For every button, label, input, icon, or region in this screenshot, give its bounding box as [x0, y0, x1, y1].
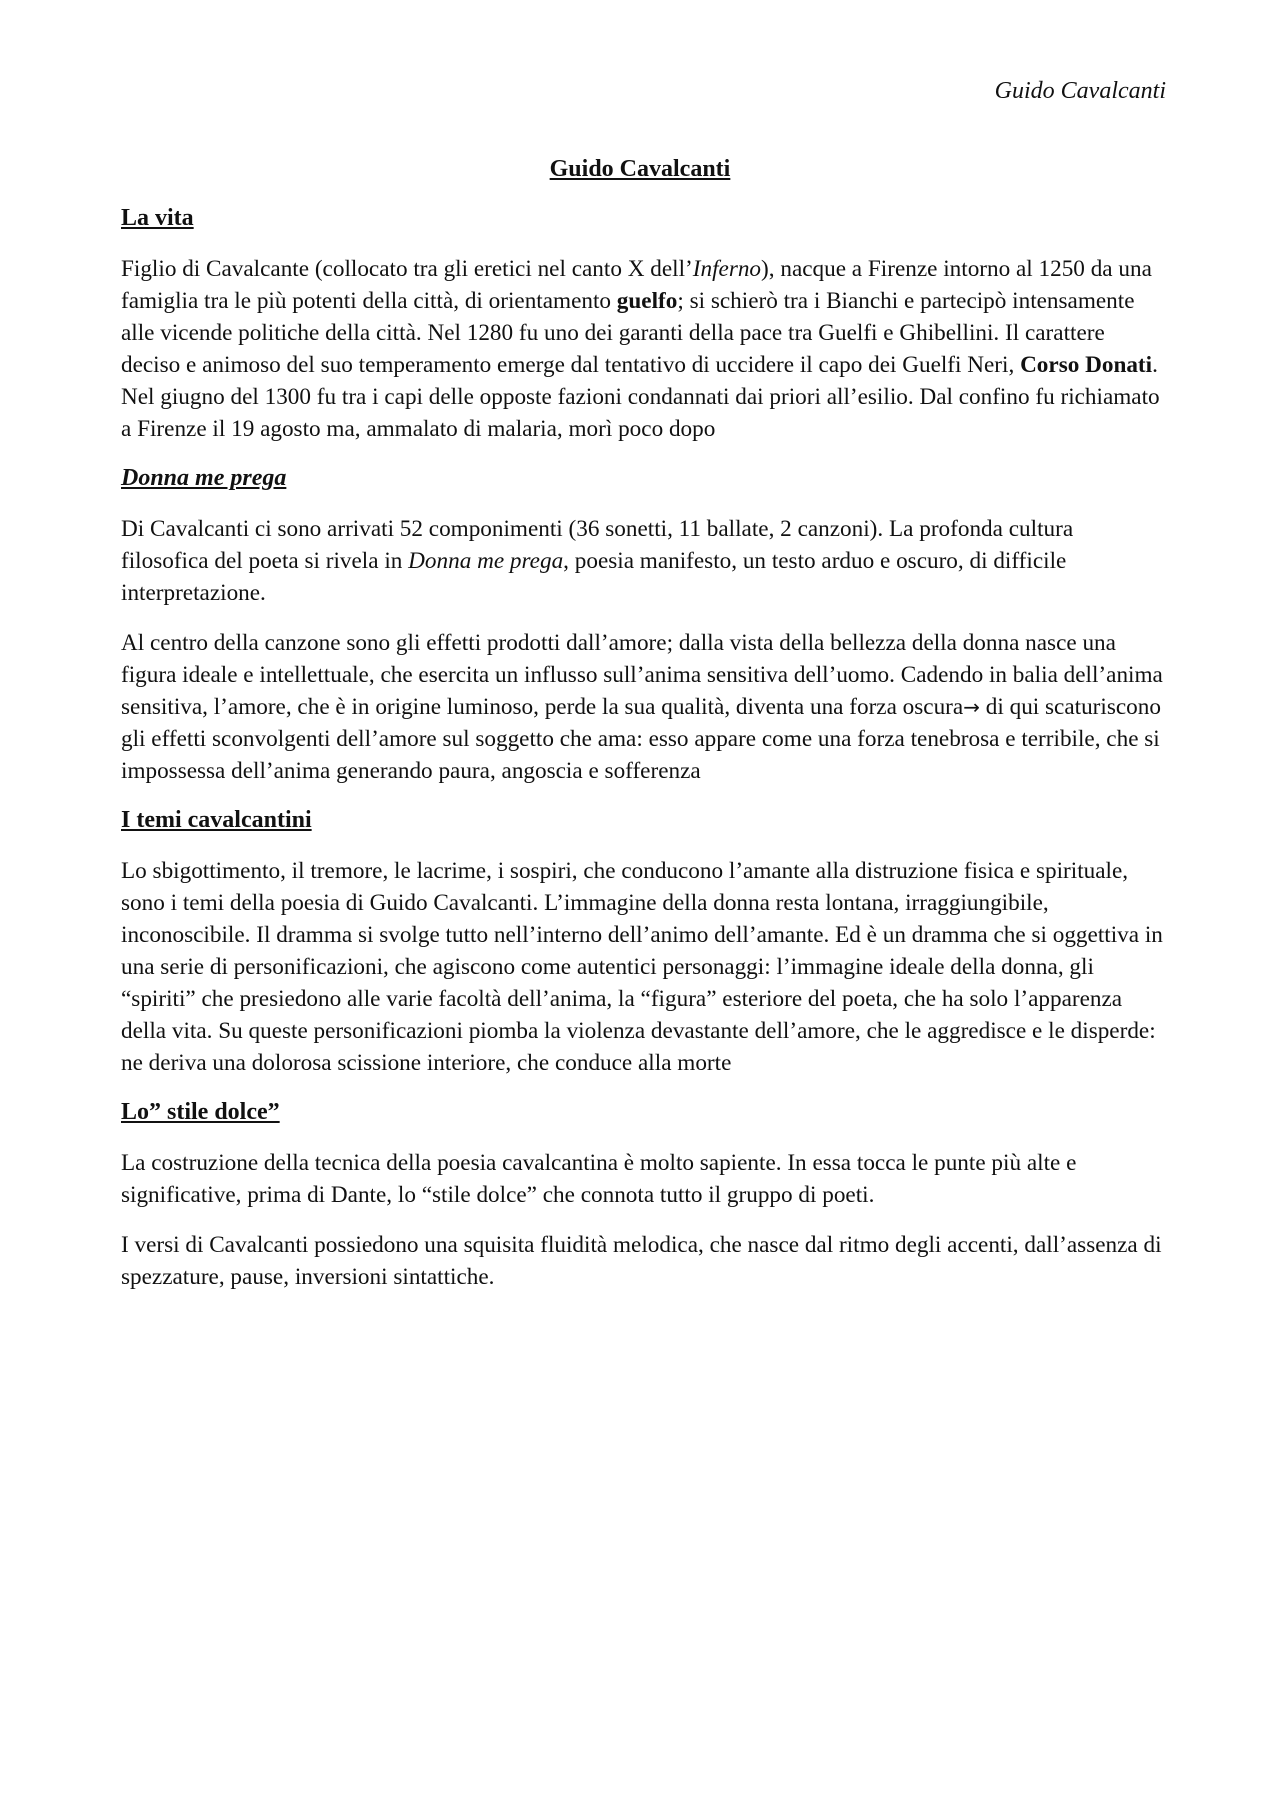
paragraph-vita [121, 253, 1166, 445]
document-body [121, 203, 1166, 1313]
italic-text-inferno: Inferno [692, 256, 762, 282]
paragraph-stile-2: I versi di Cavalcanti possiedono una squisita fluidità melodica, che nasce dal ritmo degli accenti, dall’assenza di spezzature, pause, inversioni sintattiche. [121, 1232, 1162, 1290]
bold-text-corso-donati: Corso Donati [1020, 352, 1153, 378]
paragraph-donna-1 [121, 513, 1166, 609]
arrow-right-icon: → [963, 695, 980, 719]
running-header: Guido Cavalcanti [994, 78, 1166, 104]
text-run: Di Cavalcanti ci sono arrivati 52 componimenti (36 sonetti, 11 ballate, 2 canzoni). La profonda cultura filosofica del poeta si rivela in [121, 516, 1074, 574]
text-run: di qui scaturiscono gli effetti sconvolgenti dell’amore sul soggetto che ama: esso appare come una forza tenebrosa e terribile, che si impossessa dell’anima generando paura, angoscia e sofferenza [121, 694, 1161, 784]
section-heading-temi: I temi cavalcantini [121, 807, 312, 833]
text-run: ; si schierò tra i Bianchi e partecipò intensamente alle vicende politiche della città. Nel 1280 fu uno dei garanti della pace tra Guelfi e Ghibellini. Il carattere deciso e animoso del suo temperamento emerge dal tentativo di uccidere il capo dei Guelfi Neri, [121, 288, 1135, 378]
text-run: Figlio di Cavalcante (collocato tra gli eretici nel canto X dell’ [121, 256, 693, 282]
text-run: , poesia manifesto, un testo arduo e oscuro, di difficile interpretazione. [121, 548, 1067, 606]
paragraph-donna-2 [121, 627, 1166, 787]
bold-text-guelfo: guelfo [616, 288, 678, 314]
section-heading-donna: Donna me prega [121, 465, 287, 491]
section-heading-stile: Lo” stile dolce” [121, 1099, 280, 1125]
text-run: ), nacque a Firenze intorno al 1250 da una famiglia tra le più potenti della città, di orientamento [121, 256, 1152, 314]
document-title: Guido Cavalcanti [549, 156, 731, 182]
italic-text-title: Donna me prega [408, 548, 564, 574]
paragraph-stile-1: La costruzione della tecnica della poesia cavalcantina è molto sapiente. In essa tocca le punte più alte e significative, prima di Dante, lo “stile dolce” che connota tutto il gruppo di poeti. [121, 1150, 1077, 1208]
text-run: Al centro della canzone sono gli effetti prodotti dall’amore; dalla vista della bellezza della donna nasce una figura ideale e intellettuale, che esercita un influsso sull’anima sensitiva dell’uomo. Cadendo in balia dell’anima sensitiva, l’amore, che è in origine luminoso, perde la sua qualità, diventa una forza oscura [121, 630, 1163, 720]
text-run: . Nel giugno del 1300 fu tra i capi delle opposte fazioni condannati dai priori all’esilio. Dal confino fu richiamato a Firenze il 19 agosto ma, ammalato di malaria, morì poco dopo [121, 352, 1160, 442]
section-heading-vita: La vita [121, 205, 194, 231]
paragraph-temi: Lo sbigottimento, il tremore, le lacrime, i sospiri, che conducono l’amante alla distruzione fisica e spirituale, sono i temi della poesia di Guido Cavalcanti. L’immagine della donna resta lontana, irraggiungibile, inconoscibile. Il dramma si svolge tutto nell’interno dell’animo dell’amante. Ed è un dramma che si oggettiva in una serie di personificazioni, che agiscono come autentici personaggi: l’immagine ideale della donna, gli “spiriti” che presiedono alle varie facoltà dell’anima, la “figura” esteriore del poeta, che ha solo l’apparenza della vita. Su queste personificazioni piomba la violenza devastante dell’amore, che le aggredisce e le disperde: ne deriva una dolorosa scissione interiore, che conduce alla morte [121, 858, 1163, 1076]
